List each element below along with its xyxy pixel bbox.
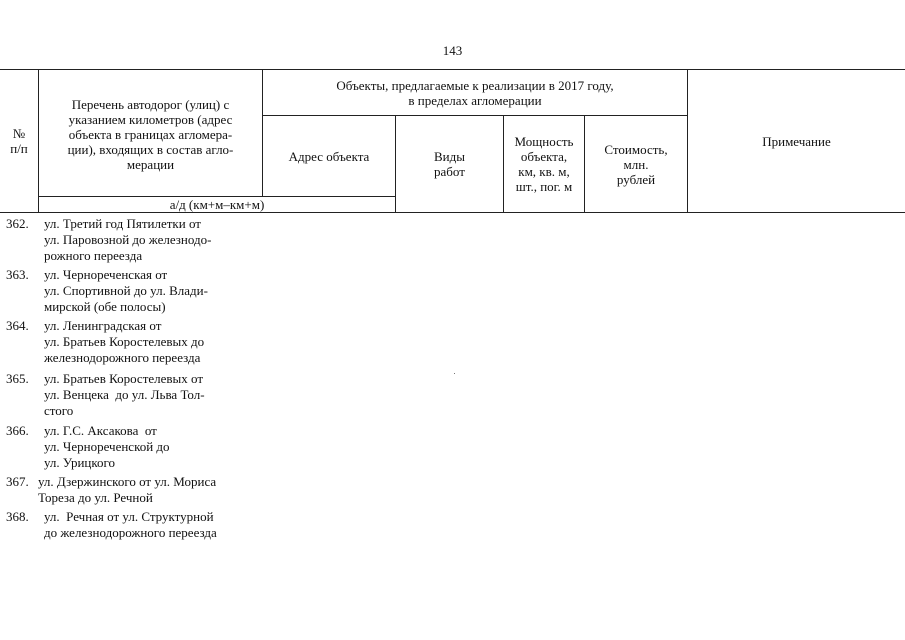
row-road: ул. Дзержинского от ул. Мориса Тореза до ул. Речной bbox=[38, 474, 217, 505]
header-capacity: Мощность объекта, км, кв. м, шт., пог. м bbox=[514, 134, 574, 194]
row-number: 367. bbox=[6, 474, 29, 489]
border-line bbox=[0, 212, 905, 213]
row-number: 364. bbox=[6, 318, 29, 333]
row-road: ул. Чернореченская от ул. Спортивной до ул. Влади- мирской (обе полосы) bbox=[44, 267, 208, 314]
header-roads: Перечень автодорог (улиц) с указанием километров (адрес объекта в границах агломера- ции), входящих в состав агло- мерации bbox=[67, 96, 234, 172]
header-objects-group: Объекты, предлагаемые к реализации в 2017 году, в пределах агломерации bbox=[336, 77, 614, 108]
row-number: 368. bbox=[6, 509, 29, 524]
header-num: № п/п bbox=[10, 126, 28, 156]
table-header bbox=[0, 0, 905, 220]
header-note: Примечание bbox=[762, 133, 831, 149]
row-number: 366. bbox=[6, 423, 29, 438]
row-number: 365. bbox=[6, 371, 29, 386]
row-road: ул. Братьев Коростелевых от ул. Венцека до ул. Льва Тол- стого bbox=[44, 371, 205, 418]
row-road: ул. Третий год Пятилетки от ул. Паровозной до железнодо- рожного переезда bbox=[44, 216, 212, 263]
row-road: ул. Г.С. Аксакова от ул. Чернореченской до ул. Урицкого bbox=[44, 423, 170, 470]
header-roads-sub: а/д (км+м–км+м) bbox=[169, 197, 265, 212]
header-work-types: Виды работ bbox=[434, 149, 465, 179]
row-number: 363. bbox=[6, 267, 29, 282]
page-number: 143 bbox=[442, 43, 463, 58]
header-cost: Стоимость, млн. рублей bbox=[604, 141, 668, 187]
scan-speck bbox=[454, 373, 455, 374]
row-road: ул. Ленинградская от ул. Братьев Коростелевых до железнодорожного переезда bbox=[44, 318, 205, 365]
row-road: ул. Речная от ул. Структурной до железнодорожного переезда bbox=[44, 509, 217, 540]
header-address: Адрес объекта bbox=[288, 148, 370, 164]
row-number: 362. bbox=[6, 216, 29, 231]
